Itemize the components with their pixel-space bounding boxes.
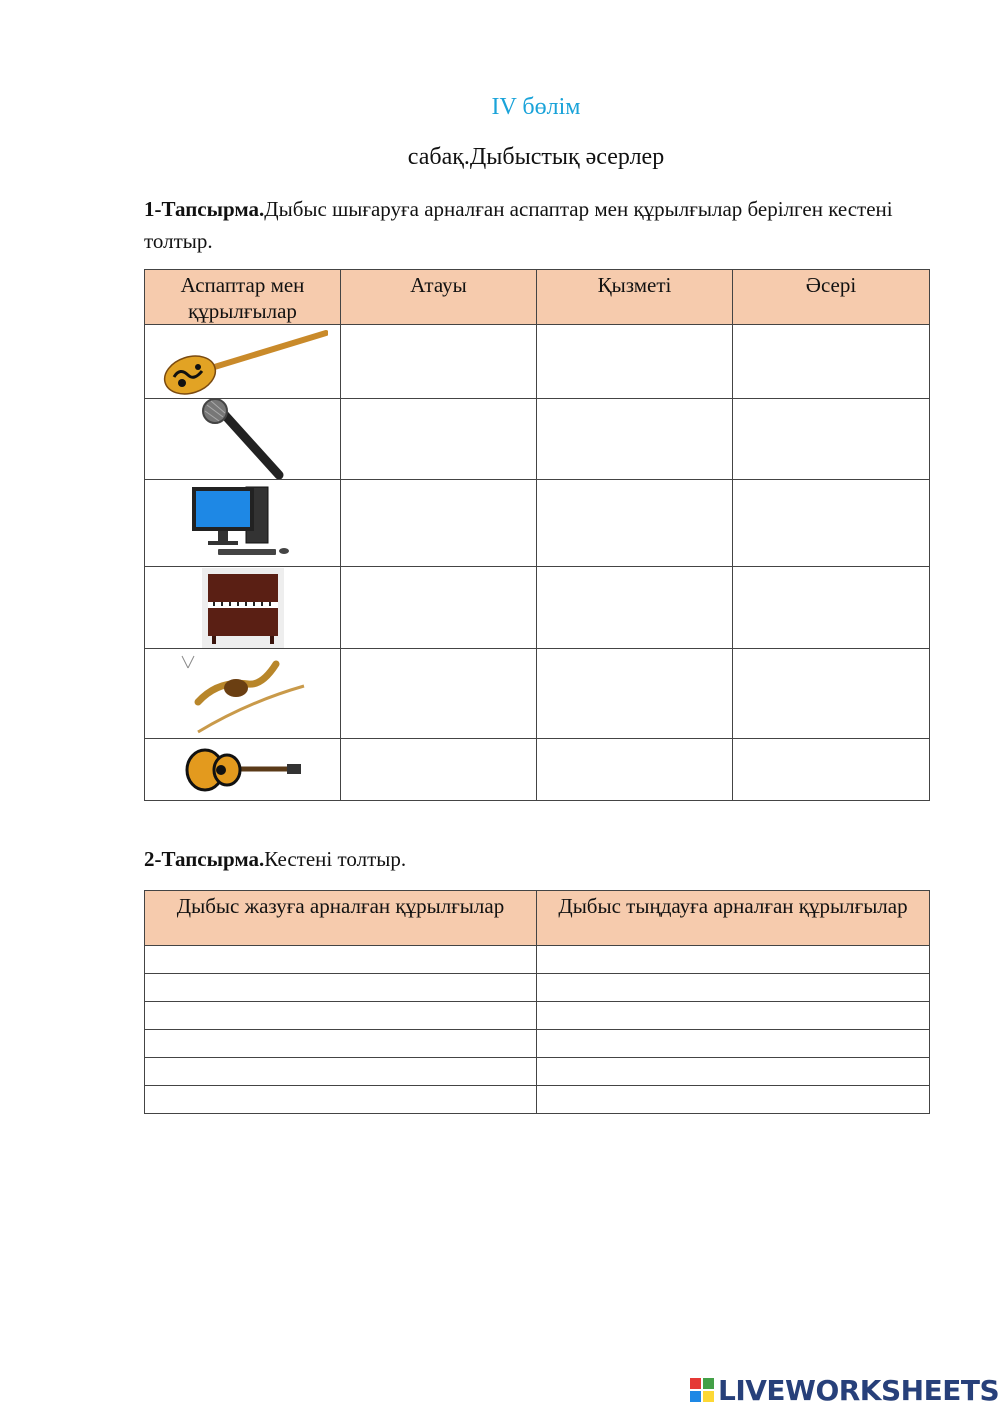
table-row — [145, 480, 930, 567]
col-header-recording: Дыбыс жазуға арналған құрылғылар — [145, 891, 537, 946]
function-cell[interactable] — [537, 325, 733, 399]
effect-cell[interactable] — [733, 480, 930, 567]
recording-cell[interactable] — [145, 1086, 537, 1114]
recording-cell[interactable] — [145, 1030, 537, 1058]
task1-label: 1-Тапсырма. — [144, 197, 265, 221]
effect-cell[interactable] — [733, 567, 930, 649]
effect-cell[interactable] — [733, 399, 930, 480]
task1-instruction — [144, 193, 934, 257]
section-title: IV бөлім — [491, 94, 581, 120]
recording-cell[interactable] — [145, 1002, 537, 1030]
name-cell[interactable] — [341, 325, 537, 399]
function-cell[interactable] — [537, 399, 733, 480]
liveworksheets-logo — [690, 1370, 999, 1410]
listening-cell[interactable] — [537, 946, 930, 974]
recording-cell[interactable] — [145, 974, 537, 1002]
table-row — [145, 1086, 930, 1114]
name-cell[interactable] — [341, 739, 537, 801]
table-header-row — [145, 891, 930, 946]
name-cell[interactable] — [341, 649, 537, 739]
table-row — [145, 1002, 930, 1030]
table-row — [145, 567, 930, 649]
image-cell — [145, 739, 341, 801]
name-cell[interactable] — [341, 399, 537, 480]
listening-cell[interactable] — [537, 974, 930, 1002]
lesson-title: сабақ.Дыбыстық әсерлер — [407, 144, 665, 170]
image-cell — [145, 480, 341, 567]
table-row — [145, 325, 930, 399]
name-cell[interactable] — [341, 480, 537, 567]
col-header-instruments: Аспаптар мен құрылғылар — [145, 270, 341, 325]
effect-cell[interactable] — [733, 325, 930, 399]
instruments-table — [144, 269, 930, 801]
table-header-row — [145, 270, 930, 325]
task1-text: Дыбыс шығаруға арналған аспаптар мен құрылғылар берілген кестені толтыр. — [144, 197, 893, 253]
col-header-listening: Дыбыс тыңдауға арналған құрылғылар — [537, 891, 930, 946]
computer-icon — [188, 483, 298, 563]
task2-text: Кестені толтыр. — [264, 847, 407, 871]
dombra-icon — [158, 327, 328, 397]
table-row — [145, 739, 930, 801]
table-row — [145, 1058, 930, 1086]
listening-cell[interactable] — [537, 1030, 930, 1058]
image-cell — [145, 649, 341, 739]
table-row — [145, 649, 930, 739]
listening-cell[interactable] — [537, 1002, 930, 1030]
devices-table — [144, 890, 930, 1114]
function-cell[interactable] — [537, 649, 733, 739]
table-row — [145, 1030, 930, 1058]
function-cell[interactable] — [537, 567, 733, 649]
function-cell[interactable] — [537, 480, 733, 567]
effect-cell[interactable] — [733, 649, 930, 739]
table-row — [145, 399, 930, 480]
table-row — [145, 974, 930, 1002]
task2-label: 2-Тапсырма. — [144, 847, 265, 871]
task2-instruction — [144, 845, 934, 873]
liveworksheets-brand: LIVEWORKSHEETS — [718, 1373, 1000, 1407]
piano-icon — [202, 568, 284, 648]
listening-cell[interactable] — [537, 1058, 930, 1086]
image-cell — [145, 325, 341, 399]
col-header-function: Қызметі — [537, 270, 733, 325]
image-cell — [145, 399, 341, 480]
kobyz-icon — [178, 652, 308, 736]
effect-cell[interactable] — [733, 739, 930, 801]
function-cell[interactable] — [537, 739, 733, 801]
name-cell[interactable] — [341, 567, 537, 649]
liveworksheets-logo-icon — [690, 1378, 714, 1402]
image-cell — [145, 567, 341, 649]
recording-cell[interactable] — [145, 946, 537, 974]
col-header-name: Атауы — [341, 270, 537, 325]
microphone-icon — [193, 399, 293, 479]
guitar-icon — [183, 743, 303, 797]
table-row — [145, 946, 930, 974]
col-header-effect: Әсері — [733, 270, 930, 325]
recording-cell[interactable] — [145, 1058, 537, 1086]
listening-cell[interactable] — [537, 1086, 930, 1114]
